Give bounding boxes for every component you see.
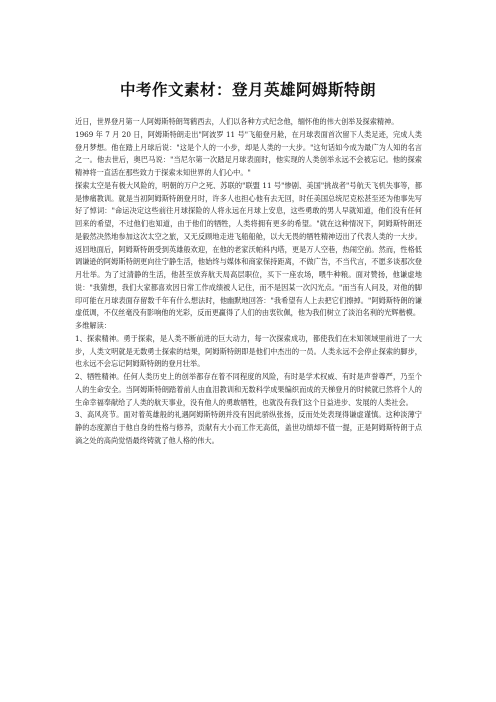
document-body xyxy=(75,116,422,448)
point-integrity-paragraph: 3、高风亮节。面对着英雄般的礼遇阿姆斯特朗并没有因此骄纵张扬，反而处处表现得谦虚谨慎。这种淡薄宁静的态度源自于他自身的性格与修养，贡献有大小而工作无高低，盖世功绩却不值一提，正是阿姆斯特朗于点滴之处的高尚觉悟最终铸就了他人格的伟大。 xyxy=(75,410,422,445)
point-exploration-paragraph: 1、探索精神。勇于探索，是人类不断前进的巨大动力，每一次探索成功，都使我们在未知领域里前进了一大步，人类文明就是无数勇士探索的结果，阿姆斯特朗即是他们中杰出的一员。人类永远不会停止探索的脚步，也永远不会忘记阿姆斯特朗的登月壮举。 xyxy=(75,333,422,369)
interpretation-heading: 多维解读： xyxy=(75,321,111,330)
point-sacrifice-paragraph: 2、牺牲精神。任何人类历史上的创举都存在着不同程度的风险，有时是学术权威、有时是声誉尊严，乃至个人的生命安全。当阿姆斯特朗踏着前人由血泪教训和无数科学成果编织而成的天梯登月的时候就已然将个人的生命幸福奉献给了人类的航天事业，没有他人的勇敢牺牲，也就没有我们这个日益进步、发展的人类社会。 xyxy=(75,372,422,407)
intro-paragraph: 近日，世界登月第一人阿姆斯特朗驾鹤西去，人们以各种方式纪念他，缅怀他的伟大创举及探索精神。 xyxy=(75,117,399,126)
exploration-risk-paragraph: 探索太空是有极大风险的，明朝的万户之死、苏联的"联盟 11 号"惨剧、美国"挑战者"号航天飞机失事等，都是惨痛教训。就是当初阿姆斯特朗登月时，许多人也担心他有去无回，时任美国总统尼克松甚至还为他事先写好了悼词："命运决定这些前往月球探险的人将永远在月球上安息，这些勇敢的男人早就知道，他们没有任何回来的希望，不过他们也知道，由于他们的牺牲，人类将拥有更多的希望。"就在这种情况下，阿姆斯特朗还是毅然决然地参加这次太空之旅，又无反顾地走进飞船船舱，以大无畏的牺牲精神迈出了代表人类的一大步。返回地面后，阿姆斯特朗受到英雄般欢迎，在他的老家沃帕科内塔，更是万人空巷，热闹空前。然而，性格低调谦逊的阿姆斯特朗更向往宁静生活，他始终与媒体和商家保持距离，不做广告，不当代言，不愿多谈那次登月壮举。为了过清静的生活，他甚至放弃航天局高层职位，买下一座农场，喂牛种粮。面对赞扬，他谦虚地说："我猜想，我们大家都喜欢因日常工作成绩被人记住，而不是因某一次闪光点。"而当有人问及，对他的脚印可能在月球表面存留数千年有什么想法时，他幽默地回答："我希望有人上去把它们擦掉。"阿姆斯特朗的谦虚低调，不仅丝毫没有影响他的光彩，反而更赢得了人们的由衷钦佩，他为我们树立了淡泊名利的光辉楷模。 xyxy=(75,180,422,318)
moon-landing-paragraph: 1969 年 7 月 20 日，阿姆斯特朗走出"阿波罗 11 号"飞船登月舱，在月球表面首次留下人类足迹，完成人类登月梦想。他在踏上月球后说："这是个人的一小步，却是人类的一大步。"这句话如今成为最广为人知的名言之一。他去世后，奥巴马说："当尼尔第一次踏足月球表面时，他实现的人类创举永远不会被忘记。他的探索精神将一直活在那些致力于探索未知世界的人们心中。" xyxy=(75,129,422,177)
document-title: 中考作文素材：登月英雄阿姆斯特朗 xyxy=(119,81,376,99)
